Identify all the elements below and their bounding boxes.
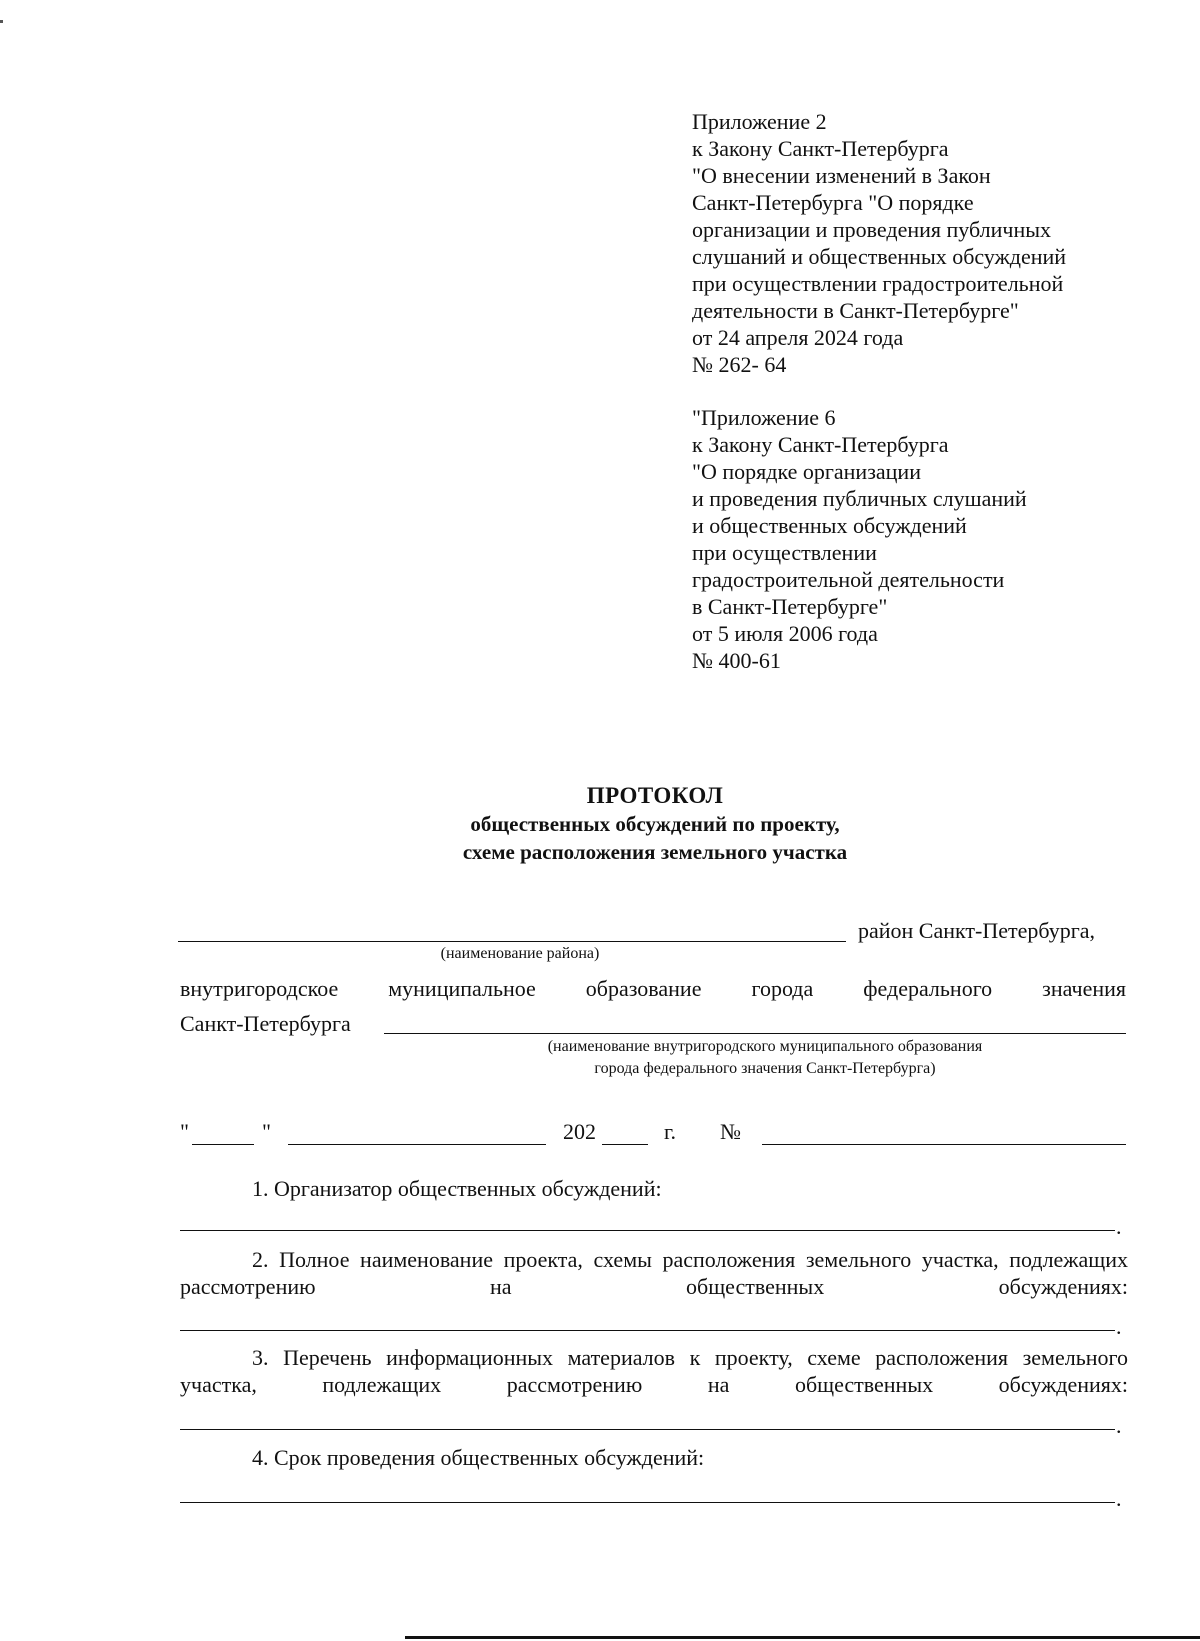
- appendix-6-header: [692, 404, 1172, 674]
- protocol-subtitle-line-2: схеме расположения земельного участка: [462, 840, 848, 864]
- appendix-6-line: при осуществлении: [692, 540, 877, 565]
- appendix-6-line: "Приложение 6: [692, 405, 836, 430]
- date-quote-open: ": [180, 1119, 189, 1144]
- appendix-6-line: в Санкт-Петербурге": [692, 594, 888, 619]
- scan-mark: [0, 20, 3, 23]
- appendix-6-line: и общественных обсуждений: [692, 513, 967, 538]
- municipal-word: внутригородское: [180, 976, 339, 1001]
- day-field[interactable]: [192, 1144, 254, 1145]
- item-1-label: 1. Организатор общественных обсуждений:: [252, 1176, 662, 1201]
- appendix-2-line: организации и проведения публичных: [692, 217, 1052, 242]
- appendix-2-line: № 262- 64: [692, 352, 787, 377]
- municipal-word: образование: [585, 976, 702, 1001]
- protocol-number-field[interactable]: [762, 1144, 1126, 1145]
- district-name-field[interactable]: [178, 941, 846, 942]
- municipal-word: федерального: [863, 976, 993, 1001]
- municipal-name-field[interactable]: [384, 1033, 1126, 1034]
- number-sign: №: [720, 1119, 741, 1144]
- item-3-period: .: [1116, 1413, 1122, 1438]
- item-2-period: .: [1116, 1314, 1122, 1339]
- appendix-2-line: деятельности в Санкт-Петербурге": [692, 298, 1019, 323]
- date-quote-close: ": [262, 1119, 271, 1144]
- appendix-2-line: от 24 апреля 2024 года: [692, 325, 904, 350]
- item-3-field[interactable]: [180, 1429, 1115, 1430]
- month-field[interactable]: [288, 1144, 546, 1145]
- item-2-field[interactable]: [180, 1330, 1115, 1331]
- municipal-caption-line-2: города федерального значения Санкт-Петербурга): [594, 1060, 936, 1077]
- protocol-title: ПРОТОКОЛ: [586, 783, 724, 808]
- appendix-2-line: "О внесении изменений в Закон: [692, 163, 991, 188]
- appendix-2-line: Санкт-Петербурга "О порядке: [692, 190, 974, 215]
- bottom-edge-rule: [405, 1636, 1200, 1639]
- protocol-title-block: [180, 782, 1130, 866]
- appendix-2-header: [692, 108, 1172, 378]
- municipal-words-row: [180, 976, 1126, 1002]
- item-2-label: 2. Полное наименование проекта, схемы расположения земельного участка, подлежащих рассмотрению на общественных обсуждениях:: [180, 1247, 1128, 1299]
- appendix-2-line: к Закону Санкт-Петербурга: [692, 136, 949, 161]
- municipal-word: муниципальное: [388, 976, 536, 1001]
- appendix-6-line: № 400-61: [692, 648, 781, 673]
- appendix-6-line: и проведения публичных слушаний: [692, 486, 1027, 511]
- appendix-6-line: к Закону Санкт-Петербурга: [692, 432, 949, 457]
- protocol-subtitle-line-1: общественных обсуждений по проекту,: [470, 812, 840, 836]
- district-suffix: район Санкт-Петербурга,: [858, 918, 1096, 943]
- municipal-label: Санкт-Петербурга: [180, 1011, 351, 1036]
- appendix-6-line: градостроительной деятельности: [692, 567, 1005, 592]
- municipal-caption-line-1: (наименование внутригородского муниципального образования: [547, 1038, 983, 1055]
- appendix-2-line: при осуществлении градостроительной: [692, 271, 1064, 296]
- item-4-period: .: [1116, 1486, 1122, 1511]
- appendix-6-line: "О порядке организации: [692, 459, 921, 484]
- district-caption: (наименование района): [440, 945, 600, 962]
- year-prefix: 202: [563, 1119, 596, 1144]
- item-1-field[interactable]: [180, 1230, 1115, 1231]
- appendix-6-line: от 5 июля 2006 года: [692, 621, 878, 646]
- item-4-field[interactable]: [180, 1502, 1115, 1503]
- item-3-label: 3. Перечень информационных материалов к проекту, схеме расположения земельного участка, подлежащих рассмотрению на общественных обсуждениях:: [180, 1345, 1128, 1397]
- year-abbrev: г.: [664, 1119, 677, 1144]
- year-suffix-field[interactable]: [602, 1144, 648, 1145]
- item-4-label: 4. Срок проведения общественных обсуждений:: [252, 1445, 705, 1470]
- municipal-word: города: [751, 976, 814, 1001]
- item-1-period: .: [1116, 1214, 1122, 1239]
- municipal-word: значения: [1042, 976, 1126, 1001]
- appendix-2-line: Приложение 2: [692, 109, 827, 134]
- appendix-2-line: слушаний и общественных обсуждений: [692, 244, 1067, 269]
